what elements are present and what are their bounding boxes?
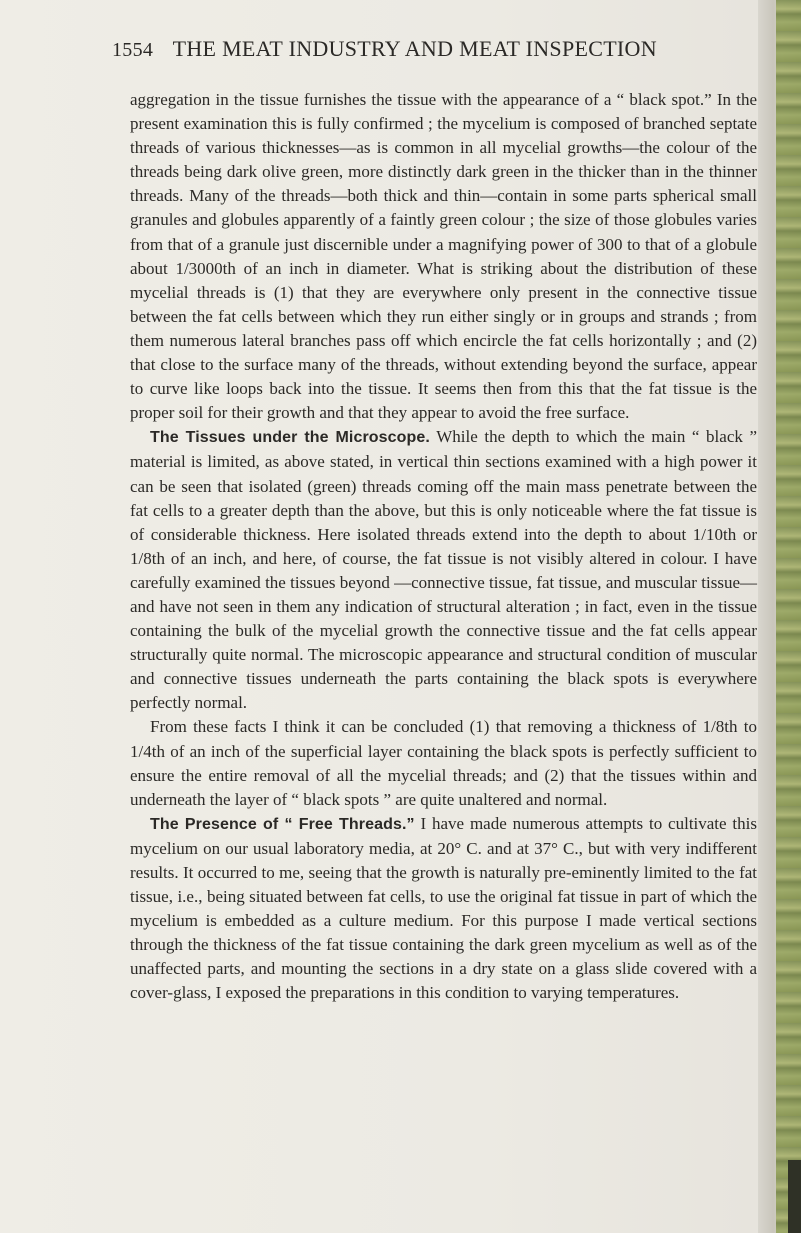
- body-text: [130, 88, 757, 1006]
- running-header: [112, 36, 762, 64]
- paragraph-tissues-under-microscope: [130, 425, 757, 715]
- page-number: 1554: [112, 39, 154, 61]
- paragraph-text: While the depth to which the main “ black ” material is limited, as above stated, in vertical thin sections examined with a high power it can be seen that isolated (green) threads coming off the main mass penetrate between the fat cells to a greater depth than the above, but this is only noticeable where the fat tissue is of considerable thickness. Here isolated threads extend into the depth to about 1/10th or 1/8th of an inch, and here, of course, the fat tissue is not visibly altered in colour. I have carefully examined the tissues beyond —connective tissue, fat tissue, and muscular tissue—and have not seen in them any indication of structural alteration ; in fact, even in the tissue containing the bulk of the mycelial growth the connective tissue and the fat cells appear structurally quite normal. The microscopic appearance and structural condition of muscular and connective tissues underneath the parts containing the black spots is everywhere perfectly normal.: [130, 427, 757, 713]
- running-title: THE MEAT INDUSTRY AND MEAT INSPECTION: [172, 36, 657, 61]
- paragraph-mycelium-description: [130, 88, 757, 425]
- paragraph-text: From these facts I think it can be concluded (1) that removing a thickness of 1/8th to 1/4th of an inch of the superficial layer containing the black spots is perfectly sufficient to ensure the entire removal of all the mycelial threads; and (2) that the tissues within and underneath the layer of “ black spots ” are quite unaltered and normal.: [130, 717, 757, 809]
- paragraph-text: aggregation in the tissue furnishes the tissue with the appearance of a “ black spot.” In the present examination this is fully confirmed ; the mycelium is composed of branched septate threads of various thicknesses—as is common in all mycelial growths—the colour of the threads being dark olive green, more distinctly dark green in the thicker than in the thinner threads. Many of the threads—both thick and thin—contain in some parts spherical small granules and globules apparently of a faintly green colour ; the size of those globules varies from that of a granule just discernible under a magnifying power of 300 to that of a globule about 1/3000th of an inch in diameter. What is striking about the distribution of these mycelial threads is (1) that they are everywhere only present in the connective tissue between the fat cells between which they run either singly or in groups and strands ; from them numerous lateral branches pass off which encircle the fat cells horizontally ; and (2) that close to the surface many of the threads, without extending beyond the surface, appear to curve like loops back into the tissue. It seems then from this that the fat tissue is the proper soil for their growth and that they appear to avoid the free surface.: [130, 90, 757, 423]
- section-heading: The Presence of “ Free Threads.”: [150, 815, 415, 833]
- paragraph-free-threads: [130, 812, 757, 1006]
- section-heading: The Tissues under the Microscope.: [150, 429, 430, 447]
- book-spine-edge: [758, 0, 801, 1233]
- paragraph-text: I have made numerous attempts to cultivate this mycelium on our usual laboratory media, at 20° C. and at 37° C., but with very indifferent results. It occurred to me, seeing that the growth is naturally pre-eminently limited to the fat tissue, i.e., being situated between fat cells, to use the original fat tissue in part of which the mycelium is embedded as a culture medium. For this purpose I made vertical sections through the thickness of the fat tissue containing the dark green mycelium as well as of the unaffected parts, and mounting the sections in a dry state on a glass slide covered with a cover-glass, I exposed the preparations in this condition to varying temperatures.: [130, 813, 757, 1003]
- paragraph-conclusions: [130, 715, 757, 811]
